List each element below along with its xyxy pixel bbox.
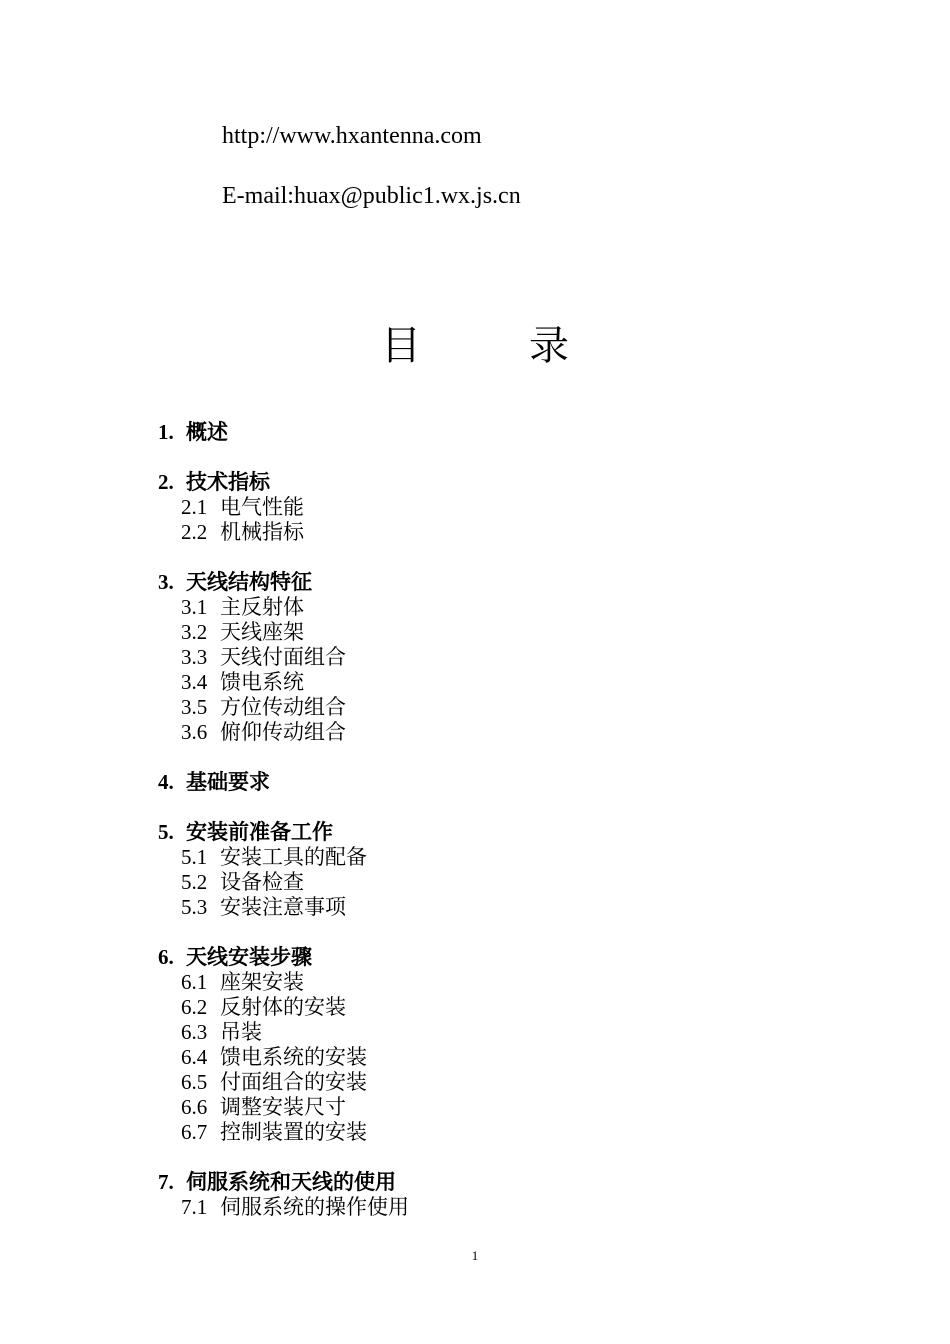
toc-subsection-number: 3.2 xyxy=(181,620,208,644)
toc-section-title[interactable] xyxy=(158,1170,758,1195)
toc-subsection-label: 设备检查 xyxy=(220,870,304,894)
toc-section-label: 基础要求 xyxy=(186,770,270,794)
toc-section xyxy=(158,770,758,795)
website-url: http://www.hxantenna.com xyxy=(222,123,482,149)
toc-subsection-number: 5.2 xyxy=(181,870,208,894)
toc-subsection-number: 6.5 xyxy=(181,1070,208,1094)
toc-subsection-label: 调整安装尺寸 xyxy=(220,1095,346,1119)
toc-subsection-label: 安装工具的配备 xyxy=(220,845,367,869)
toc-subsection-number: 7.1 xyxy=(181,1195,208,1219)
toc-subsection-label: 座架安装 xyxy=(220,970,304,994)
toc-subsection[interactable] xyxy=(158,645,758,670)
toc-subsection-label: 反射体的安装 xyxy=(220,995,346,1019)
toc-subsection[interactable] xyxy=(158,970,758,995)
toc-subsection[interactable] xyxy=(158,620,758,645)
toc-subsection-number: 6.3 xyxy=(181,1020,208,1044)
toc-subsection[interactable] xyxy=(158,720,758,745)
toc-section-number: 7. xyxy=(158,1170,174,1194)
page-number: 1 xyxy=(471,1248,479,1263)
toc-subsection-label: 主反射体 xyxy=(220,595,304,619)
toc-section-label: 天线结构特征 xyxy=(186,570,312,594)
toc-subsection-number: 5.3 xyxy=(181,895,208,919)
toc-subsection-label: 机械指标 xyxy=(220,520,304,544)
toc-subsection[interactable] xyxy=(158,870,758,895)
toc-subsection-number: 3.1 xyxy=(181,595,208,619)
toc-section-label: 天线安装步骤 xyxy=(186,945,312,969)
table-of-contents xyxy=(158,420,758,1245)
toc-subsection[interactable] xyxy=(158,1120,758,1145)
toc-section xyxy=(158,570,758,745)
toc-subsection[interactable] xyxy=(158,995,758,1020)
toc-subsection-number: 6.4 xyxy=(181,1045,208,1069)
toc-subsection-label: 电气性能 xyxy=(220,495,304,519)
toc-subsection-label: 控制装置的安装 xyxy=(220,1120,367,1144)
toc-subsection-number: 3.6 xyxy=(181,720,208,744)
toc-subsection-number: 2.1 xyxy=(181,495,208,519)
toc-section-label: 安装前准备工作 xyxy=(186,820,333,844)
toc-subsection[interactable] xyxy=(158,1095,758,1120)
toc-subsection-label: 天线付面组合 xyxy=(220,645,346,669)
toc-subsection-label: 俯仰传动组合 xyxy=(220,720,346,744)
toc-subsection-number: 2.2 xyxy=(181,520,208,544)
toc-section-title[interactable] xyxy=(158,470,758,495)
toc-subsection-label: 吊装 xyxy=(220,1020,262,1044)
toc-subsection[interactable] xyxy=(158,845,758,870)
toc-subsection-label: 馈电系统 xyxy=(220,670,304,694)
toc-subsection-label: 馈电系统的安装 xyxy=(220,1045,367,1069)
toc-section-label: 伺服系统和天线的使用 xyxy=(186,1170,396,1194)
toc-section-title[interactable] xyxy=(158,420,758,445)
toc-subsection[interactable] xyxy=(158,1020,758,1045)
toc-section-label: 概述 xyxy=(186,420,228,444)
toc-subsection[interactable] xyxy=(158,695,758,720)
toc-section-title[interactable] xyxy=(158,570,758,595)
toc-subsection-number: 5.1 xyxy=(181,845,208,869)
toc-subsection[interactable] xyxy=(158,1070,758,1095)
toc-section-number: 3. xyxy=(158,570,174,594)
toc-section-number: 5. xyxy=(158,820,174,844)
toc-subsection-label: 天线座架 xyxy=(220,620,304,644)
toc-subsection-number: 6.2 xyxy=(181,995,208,1019)
toc-subsection-label: 方位传动组合 xyxy=(220,695,346,719)
toc-heading: 目 录 xyxy=(381,323,603,368)
toc-subsection-number: 6.7 xyxy=(181,1120,208,1144)
toc-section-title[interactable] xyxy=(158,770,758,795)
toc-section-title[interactable] xyxy=(158,945,758,970)
toc-section xyxy=(158,1170,758,1220)
toc-section-number: 4. xyxy=(158,770,174,794)
contact-email: E-mail:huax@public1.wx.js.cn xyxy=(222,183,521,209)
toc-section-number: 1. xyxy=(158,420,174,444)
toc-subsection[interactable] xyxy=(158,895,758,920)
toc-subsection[interactable] xyxy=(158,495,758,520)
toc-subsection[interactable] xyxy=(158,1195,758,1220)
toc-subsection-number: 3.5 xyxy=(181,695,208,719)
toc-subsection-label: 安装注意事项 xyxy=(220,895,346,919)
toc-subsection[interactable] xyxy=(158,595,758,620)
toc-section-number: 2. xyxy=(158,470,174,494)
toc-section xyxy=(158,420,758,445)
toc-section xyxy=(158,470,758,545)
toc-section xyxy=(158,820,758,920)
toc-subsection-label: 付面组合的安装 xyxy=(220,1070,367,1094)
toc-subsection[interactable] xyxy=(158,520,758,545)
toc-subsection-number: 3.3 xyxy=(181,645,208,669)
toc-subsection-number: 6.6 xyxy=(181,1095,208,1119)
toc-subsection-number: 3.4 xyxy=(181,670,208,694)
toc-section-title[interactable] xyxy=(158,820,758,845)
toc-subsection-label: 伺服系统的操作使用 xyxy=(220,1195,409,1219)
toc-subsection-number: 6.1 xyxy=(181,970,208,994)
toc-section-number: 6. xyxy=(158,945,174,969)
toc-section xyxy=(158,945,758,1145)
toc-subsection[interactable] xyxy=(158,670,758,695)
toc-section-label: 技术指标 xyxy=(186,470,270,494)
toc-subsection[interactable] xyxy=(158,1045,758,1070)
